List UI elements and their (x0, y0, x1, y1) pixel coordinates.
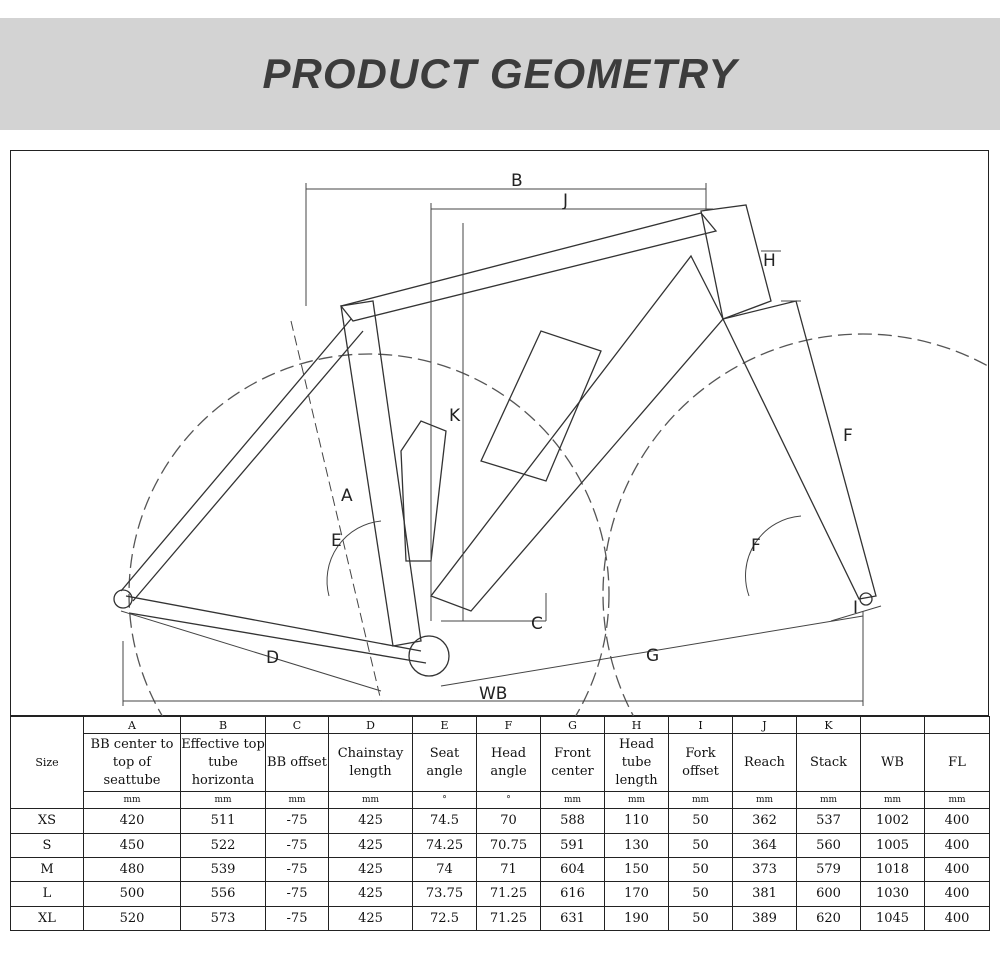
col-letter: K (797, 717, 861, 734)
value-cell: -75 (266, 833, 329, 857)
value-cell: 511 (181, 809, 266, 833)
value-cell: -75 (266, 882, 329, 906)
value-cell: 74.25 (413, 833, 477, 857)
col-letter: A (84, 717, 181, 734)
seat-stays (121, 319, 363, 601)
value-cell: 480 (84, 857, 181, 881)
value-cell: -75 (266, 809, 329, 833)
value-cell: 362 (733, 809, 797, 833)
label-wb: WB (479, 684, 508, 704)
frame-geometry-diagram (10, 150, 989, 716)
value-cell: 1018 (861, 857, 925, 881)
dim-line-b (306, 183, 706, 306)
col-letter: D (329, 717, 413, 734)
value-cell: 539 (181, 857, 266, 881)
label-j: J (563, 191, 569, 211)
col-header: Effective top tube horizonta (181, 734, 266, 792)
bottle-cage-seattube (401, 421, 446, 561)
col-letter: J (733, 717, 797, 734)
col-header: BB center to top of seattube (84, 734, 181, 792)
value-cell: 70 (477, 809, 541, 833)
col-unit: ° (413, 792, 477, 809)
table-row (11, 809, 990, 833)
value-cell: 1030 (861, 882, 925, 906)
size-cell: XL (11, 906, 84, 930)
value-cell: 1045 (861, 906, 925, 930)
value-cell: 425 (329, 809, 413, 833)
value-cell: 450 (84, 833, 181, 857)
value-cell: 556 (181, 882, 266, 906)
value-cell: 73.75 (413, 882, 477, 906)
col-unit: mm (266, 792, 329, 809)
value-cell: 71 (477, 857, 541, 881)
col-header: Head angle (477, 734, 541, 792)
size-header: Size (11, 717, 84, 809)
col-letter: H (605, 717, 669, 734)
label-b: B (511, 171, 523, 191)
col-header: Reach (733, 734, 797, 792)
geometry-table (10, 716, 990, 931)
col-unit: mm (925, 792, 990, 809)
title-banner (0, 18, 1000, 130)
value-cell: 400 (925, 833, 990, 857)
top-tube (341, 213, 716, 321)
fork (723, 301, 876, 599)
col-letter: B (181, 717, 266, 734)
value-cell: 71.25 (477, 906, 541, 930)
value-cell: 130 (605, 833, 669, 857)
value-cell: 616 (541, 882, 605, 906)
value-cell: 620 (797, 906, 861, 930)
col-unit: mm (733, 792, 797, 809)
col-letter: C (266, 717, 329, 734)
value-cell: 50 (669, 882, 733, 906)
value-cell: 591 (541, 833, 605, 857)
dim-line-d (121, 611, 381, 691)
value-cell: 190 (605, 906, 669, 930)
table-row (11, 882, 990, 906)
value-cell: 420 (84, 809, 181, 833)
table-row (11, 906, 990, 930)
value-cell: 400 (925, 882, 990, 906)
col-letter (861, 717, 925, 734)
value-cell: 425 (329, 833, 413, 857)
value-cell: 50 (669, 809, 733, 833)
table-header-row (11, 734, 990, 792)
col-unit: mm (329, 792, 413, 809)
value-cell: 579 (797, 857, 861, 881)
col-header: Front center (541, 734, 605, 792)
value-cell: 70.75 (477, 833, 541, 857)
value-cell: 425 (329, 882, 413, 906)
label-c: C (531, 614, 543, 634)
col-header: Fork offset (669, 734, 733, 792)
value-cell: 400 (925, 809, 990, 833)
table-row (11, 857, 990, 881)
value-cell: 425 (329, 857, 413, 881)
value-cell: 537 (797, 809, 861, 833)
value-cell: 381 (733, 882, 797, 906)
size-cell: S (11, 833, 84, 857)
dim-arc-f (746, 516, 801, 596)
col-letter: E (413, 717, 477, 734)
label-f-right: F (843, 426, 853, 446)
col-letter: G (541, 717, 605, 734)
col-unit: mm (861, 792, 925, 809)
value-cell: 364 (733, 833, 797, 857)
value-cell: 150 (605, 857, 669, 881)
label-f-angle: F (751, 536, 761, 556)
page-title: PRODUCT GEOMETRY (262, 50, 738, 97)
value-cell: 373 (733, 857, 797, 881)
value-cell: 522 (181, 833, 266, 857)
head-tube (701, 205, 771, 319)
value-cell: 500 (84, 882, 181, 906)
value-cell: 50 (669, 857, 733, 881)
value-cell: 1005 (861, 833, 925, 857)
down-tube (431, 256, 723, 611)
table-body (11, 809, 990, 931)
value-cell: 170 (605, 882, 669, 906)
seat-tube (341, 301, 421, 646)
value-cell: 604 (541, 857, 605, 881)
value-cell: 72.5 (413, 906, 477, 930)
value-cell: 573 (181, 906, 266, 930)
value-cell: 389 (733, 906, 797, 930)
value-cell: 588 (541, 809, 605, 833)
col-header: Seat angle (413, 734, 477, 792)
label-e: E (331, 531, 342, 551)
col-header: WB (861, 734, 925, 792)
bottom-bracket (409, 636, 449, 676)
dim-line-a (291, 321, 381, 701)
value-cell: 400 (925, 906, 990, 930)
col-unit: mm (797, 792, 861, 809)
size-cell: XS (11, 809, 84, 833)
value-cell: -75 (266, 857, 329, 881)
value-cell: 50 (669, 833, 733, 857)
value-cell: 425 (329, 906, 413, 930)
label-k: K (449, 406, 461, 426)
col-unit: mm (669, 792, 733, 809)
frame-drawing (11, 151, 990, 717)
value-cell: 71.25 (477, 882, 541, 906)
col-header: Stack (797, 734, 861, 792)
size-cell: L (11, 882, 84, 906)
col-unit: ° (477, 792, 541, 809)
value-cell: 74 (413, 857, 477, 881)
bottle-cage-downtube (481, 331, 601, 481)
col-letter: I (669, 717, 733, 734)
col-unit: mm (181, 792, 266, 809)
col-header: BB offset (266, 734, 329, 792)
value-cell: 50 (669, 906, 733, 930)
size-cell: M (11, 857, 84, 881)
col-header: Chainstay length (329, 734, 413, 792)
value-cell: 400 (925, 857, 990, 881)
label-a: A (341, 486, 353, 506)
col-letter: F (477, 717, 541, 734)
col-header: FL (925, 734, 990, 792)
label-d: D (266, 648, 280, 668)
col-unit: mm (541, 792, 605, 809)
value-cell: 600 (797, 882, 861, 906)
value-cell: 1002 (861, 809, 925, 833)
value-cell: -75 (266, 906, 329, 930)
col-unit: mm (84, 792, 181, 809)
label-h: H (763, 251, 776, 271)
col-unit: mm (605, 792, 669, 809)
label-i: I (853, 598, 859, 618)
value-cell: 560 (797, 833, 861, 857)
col-header: Head tube length (605, 734, 669, 792)
table-row (11, 833, 990, 857)
value-cell: 520 (84, 906, 181, 930)
table-unit-row (11, 792, 990, 809)
value-cell: 631 (541, 906, 605, 930)
table-letter-row (11, 717, 990, 734)
value-cell: 110 (605, 809, 669, 833)
value-cell: 74.5 (413, 809, 477, 833)
label-g: G (646, 646, 660, 666)
col-letter (925, 717, 990, 734)
